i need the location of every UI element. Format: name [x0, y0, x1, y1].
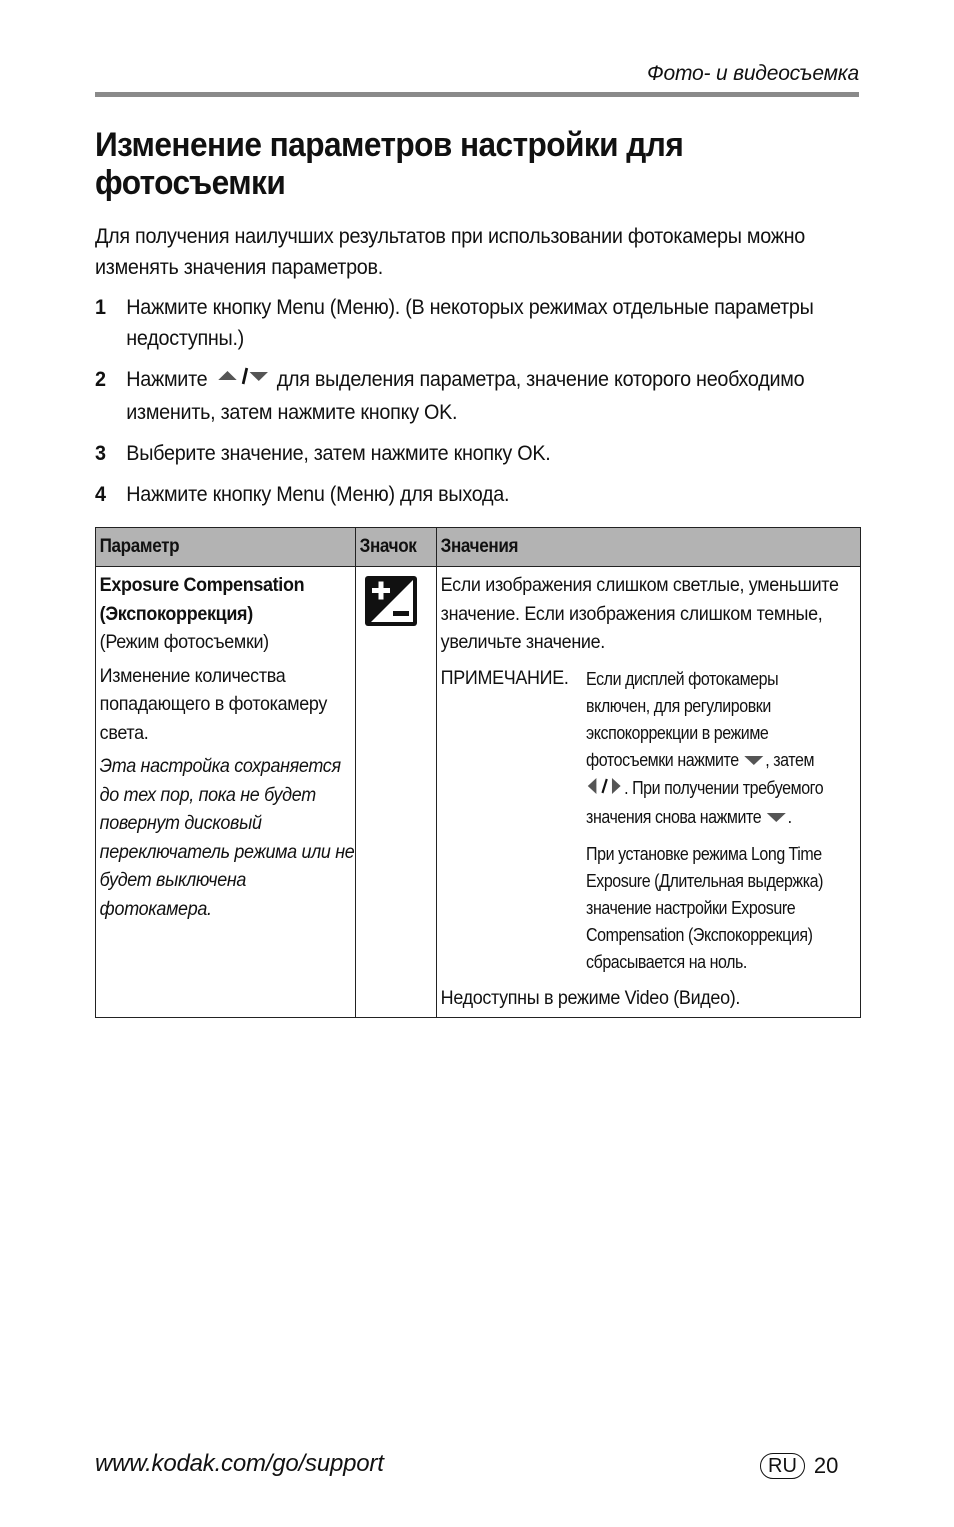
step-4	[95, 479, 822, 510]
table-row	[96, 567, 861, 1018]
parameter-persistence-note: Эта настройка сохраняется до тех пор, пока не будет повернут дисковый переключатель режима или не будет выключена фотокамера.	[99, 755, 355, 920]
up-down-arrows-icon	[214, 364, 269, 397]
step-text-before: Нажмите	[126, 367, 208, 392]
parameter-name: Exposure Compensation	[99, 574, 305, 596]
down-arrow-icon	[765, 804, 787, 831]
parameter-cell	[96, 567, 356, 1018]
note-block	[441, 665, 850, 976]
step-number: 3	[95, 441, 106, 465]
header-values: Значения	[437, 528, 861, 567]
page-number: 20	[813, 1453, 839, 1478]
parameter-name-ru: (Экспокоррекция)	[99, 602, 253, 625]
step-text: Нажмите кнопку Menu (Меню). (В некоторых режимах отдельные параметры недоступны.)	[126, 295, 814, 350]
values-cell	[437, 567, 861, 1018]
intro-paragraph: Для получения наилучших результатов при использовании фотокамеры можно изменять значения параметров.	[95, 224, 806, 279]
settings-table	[95, 527, 861, 1018]
steps-list	[95, 292, 885, 520]
step-text-after: для выделения параметра, значение которого необходимо изменить, затем нажмите кнопку OK.	[126, 367, 805, 424]
support-url: www.kodak.com/go/support	[95, 1450, 384, 1477]
step-number: 1	[95, 295, 106, 319]
header-icon: Значок	[356, 528, 437, 567]
language-badge: RU	[760, 1453, 805, 1479]
page-title: Изменение параметров настройки для фотосъемки	[95, 126, 684, 202]
note-text	[586, 665, 834, 976]
header-parameter: Параметр	[96, 528, 356, 567]
left-right-arrows-icon	[586, 776, 624, 803]
footer-page-info	[760, 1450, 838, 1482]
exposure-compensation-icon	[365, 576, 436, 631]
header-divider	[95, 92, 859, 97]
step-2	[95, 364, 822, 428]
step-text: Нажмите кнопку Menu (Меню) для выхода.	[126, 482, 510, 506]
step-number: 2	[95, 367, 106, 391]
step-3	[95, 438, 822, 469]
step-1	[95, 292, 822, 354]
note-label: ПРИМЕЧАНИЕ.	[440, 666, 569, 689]
parameter-description: Изменение количества попадающего в фотокамеру света.	[99, 664, 328, 744]
step-number: 4	[95, 482, 106, 506]
values-main: Если изображения слишком светлые, уменьшите значение. Если изображения слишком темные, увеличьте значение.	[440, 574, 839, 653]
parameter-mode: (Режим фотосъемки)	[99, 631, 269, 653]
table-header-row	[96, 528, 861, 567]
icon-cell	[356, 567, 437, 1018]
section-header: Фото- и видеосъемка	[647, 62, 859, 85]
note-paragraph-2: При установке режима Long Time Exposure (Длительная выдержка) значение настройки Exposure Compensation (Экспокоррекция) сбрасывается на ноль.	[586, 843, 823, 973]
down-arrow-icon	[743, 747, 765, 774]
values-footer: Недоступны в режиме Video (Видео).	[440, 987, 741, 1010]
step-text	[126, 364, 822, 428]
step-text: Выберите значение, затем нажмите кнопку OK.	[126, 441, 551, 465]
note-paragraph-1: Если дисплей фотокамеры включен, для регулировки экспокоррекции в режиме фотосъемки нажмите , затем . При получении требуемого значения снова нажмите .	[586, 665, 834, 832]
